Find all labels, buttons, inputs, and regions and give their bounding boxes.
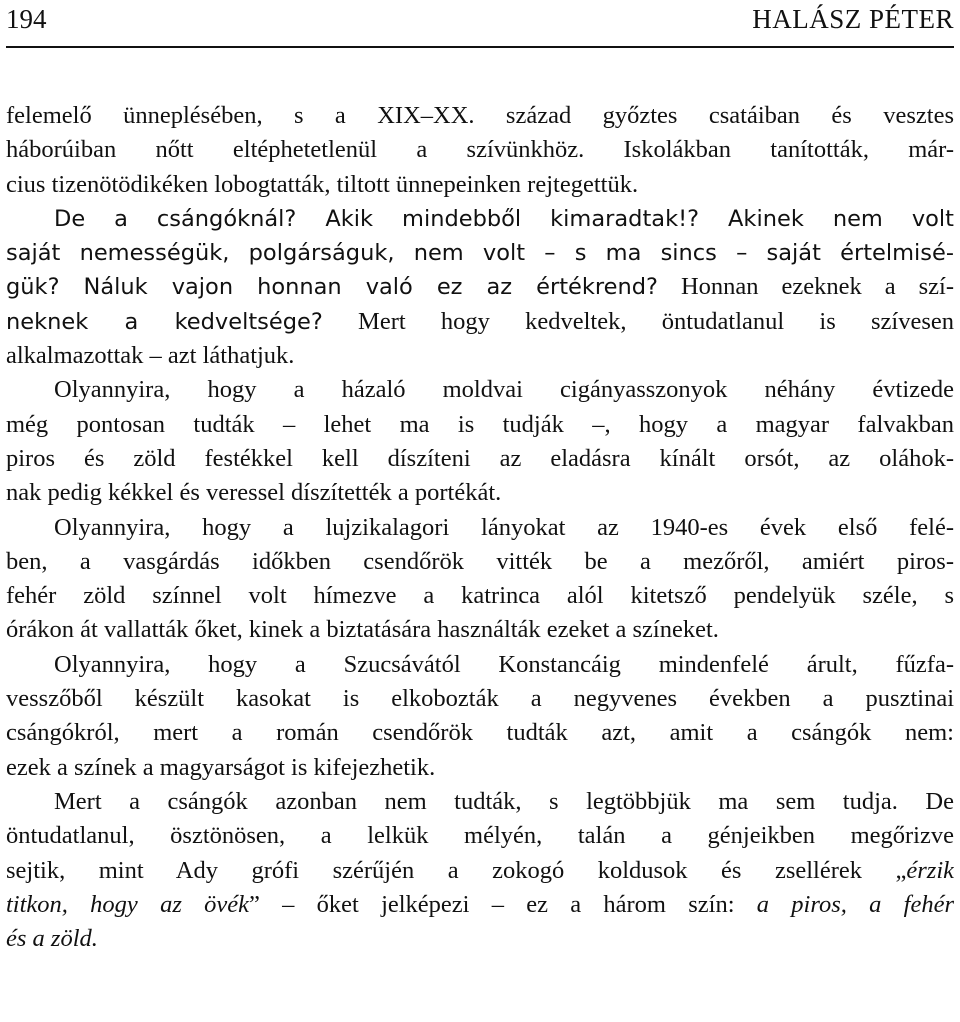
- text-line: [6, 888, 954, 922]
- document-page: [6, 0, 954, 1022]
- running-head-author: HALÁSZ PÉTER: [752, 4, 954, 34]
- header-rule: [6, 46, 954, 48]
- text-line: nak pedig kékkel és veressel díszítették a portékát.: [6, 479, 502, 507]
- text-segment: gük? Náluk vajon honnan való ez az értékrend?: [6, 274, 658, 301]
- page-number: 194: [6, 4, 47, 34]
- text-line: vesszőből készült kasokat is elkobozták a negyvenes években a pusztinai: [6, 685, 954, 713]
- text-line: Mert a csángók azonban nem tudták, s legtöbbjük ma sem tudja. De: [54, 787, 954, 815]
- text-line: [6, 854, 954, 888]
- text-segment: neknek a kedveltsége?: [6, 308, 323, 335]
- text-line: [6, 922, 954, 956]
- text-segment: ” – őket jelképezi – ez a három szín:: [248, 890, 757, 918]
- text-line: [6, 305, 954, 339]
- page-header: [6, 0, 954, 38]
- text-line: csángókról, mert a román csendőrök tudták azt, amit a csángók nem:: [6, 719, 954, 747]
- text-line: De a csángóknál? Akik mindebből kimaradtak!? Akinek nem volt: [54, 205, 954, 232]
- text-line: Olyannyira, hogy a lujzikalagori lányokat az 1940-es évek első felé-: [54, 513, 954, 541]
- body-text: [6, 99, 954, 956]
- text-line: öntudatlanul, ösztönösen, a lelkük mélyén, talán a génjeikben megőrizve: [6, 822, 954, 850]
- text-segment: Honnan ezeknek a szí-: [680, 273, 954, 301]
- text-line: piros és zöld festékkel kell díszíteni az eladásra kínált orsót, az oláhok-: [6, 444, 954, 472]
- text-line: még pontosan tudták – lehet ma is tudják –, hogy a magyar falvakban: [6, 410, 954, 438]
- text-line: alkalmazottak – azt láthatjuk.: [6, 342, 295, 370]
- text-line: ezek a színek a magyarságot is kifejezhetik.: [6, 753, 436, 781]
- text-line: fehér zöld színnel volt hímezve a katrinca alól kitetsző pendelyük széle, s: [6, 582, 954, 610]
- text-line: cius tizenötödikéken lobogtatták, tiltott ünnepeinken rejtegettük.: [6, 170, 639, 198]
- text-line: órákon át vallatták őket, kinek a biztatására használták ezeket a színeket.: [6, 616, 719, 644]
- text-segment: Mert hogy kedveltek, öntudatlanul is szívesen: [358, 307, 954, 335]
- text-segment: sejtik, mint Ady grófi szérűjén a zokogó koldusok és zsellérek „: [6, 856, 907, 884]
- text-line: Olyannyira, hogy a Szucsávától Konstancáig mindenfelé árult, fűzfa-: [54, 650, 954, 678]
- text-line: Olyannyira, hogy a házaló moldvai cigányasszonyok néhány évtizede: [54, 376, 954, 404]
- text-line: háborúiban nőtt eltéphetetlenül a szívünkhöz. Iskolákban tanították, már-: [6, 136, 954, 164]
- italic-phrase: és a zöld.: [6, 925, 98, 953]
- text-line: felemelő ünneplésében, s a XIX–XX. század győztes csatáiban és vesztes: [6, 102, 954, 129]
- text-line: saját nemességük, polgárságuk, nem volt – s ma sincs – saját értelmisé-: [6, 240, 954, 267]
- italic-phrase: a piros, a fehér: [756, 890, 954, 918]
- italic-quote: titkon, hogy az övék: [6, 890, 249, 918]
- text-line: [6, 270, 954, 304]
- text-line: ben, a vasgárdás időkben csendőrök vitték be a mezőről, amiért piros-: [6, 547, 954, 575]
- italic-quote: érzik: [906, 856, 954, 884]
